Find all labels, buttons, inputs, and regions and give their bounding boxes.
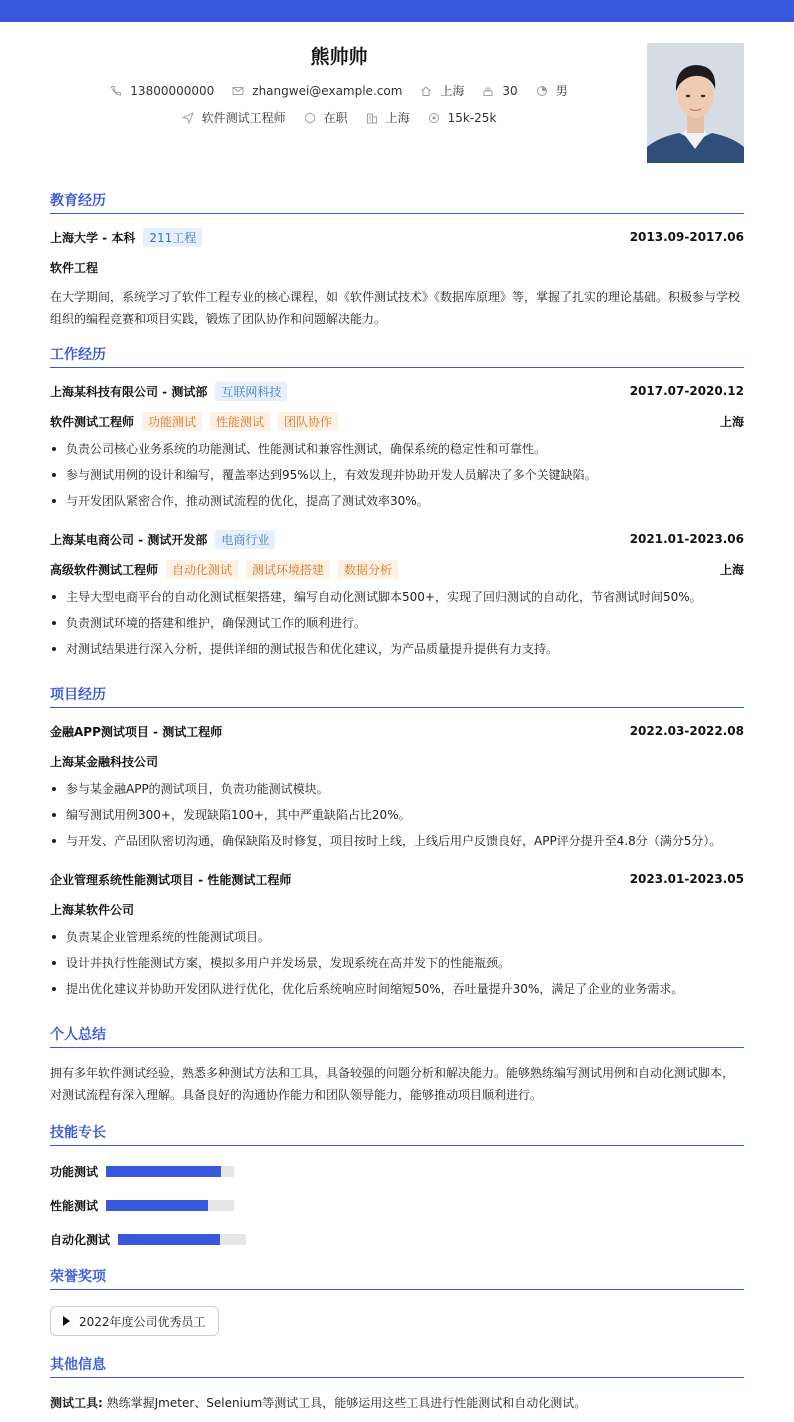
candidate-name: 熊帅帅 (310, 46, 368, 68)
school-tag: 211工程 (143, 228, 202, 247)
school-name: 上海大学 - 本科 (50, 230, 136, 245)
work-bullets (50, 584, 744, 662)
work-period: 2021.01-2023.06 (629, 532, 744, 546)
summary-section (50, 1026, 744, 1106)
home-icon (420, 85, 432, 97)
list-item: 负责某企业管理系统的性能测试项目。 (50, 924, 744, 950)
target-role-item (182, 109, 286, 126)
list-item: 参与测试用例的设计和编写，覆盖率达到95%以上，有效发现并协助开发人员解决了多个关键缺陷。 (50, 462, 744, 488)
section-title-education: 教育经历 (50, 192, 744, 214)
list-item: 负责公司核心业务系统的功能测试、性能测试和兼容性测试，确保系统的稳定性和可靠性。 (50, 436, 744, 462)
section-title-projects: 项目经历 (50, 686, 744, 708)
skill-tag: 性能测试 (210, 412, 270, 431)
list-item: 与开发团队紧密合作，推动测试流程的优化，提高了测试效率30%。 (50, 488, 744, 514)
salary-item (428, 111, 497, 125)
skill-tag: 自动化测试 (166, 560, 238, 579)
major-name: 软件工程 (50, 260, 99, 275)
other-label: 测试工具: (50, 1396, 103, 1410)
list-item: 编写测试用例300+，发现缺陷100+，其中严重缺陷占比20%。 (50, 802, 744, 828)
project-company-row (50, 894, 744, 924)
industry-tag: 互联网科技 (215, 382, 287, 401)
skill-level-bar (118, 1234, 246, 1245)
section-title-other: 其他信息 (50, 1356, 744, 1378)
work-entry (50, 524, 744, 662)
status-item (304, 109, 348, 126)
section-title-summary: 个人总结 (50, 1026, 744, 1048)
project-bullets (50, 924, 744, 1002)
skill-level-bar (106, 1200, 234, 1211)
phone-text: 13800000000 (130, 83, 215, 98)
project-header-row (50, 864, 744, 894)
target-city-item (366, 109, 410, 126)
project-company: 上海某软件公司 (50, 902, 135, 917)
skill-name: 自动化测试 (50, 1232, 111, 1247)
section-title-awards: 荣誉奖项 (50, 1268, 744, 1290)
section-title-skills: 技能专长 (50, 1124, 744, 1146)
skill-tag: 数据分析 (338, 560, 398, 579)
project-company-row (50, 746, 744, 776)
hexagon-icon (304, 112, 316, 124)
send-icon (182, 112, 194, 124)
top-accent-bar (0, 0, 794, 22)
job-title-row (50, 406, 744, 436)
project-company: 上海某金融科技公司 (50, 754, 159, 769)
project-name: 企业管理系统性能测试项目 - 性能测试工程师 (50, 872, 292, 887)
status-text: 在职 (323, 111, 348, 125)
skill-name: 功能测试 (50, 1164, 99, 1179)
gender-text: 男 (555, 84, 568, 98)
list-item: 负责测试环境的搭建和维护，确保测试工作的顺利进行。 (50, 610, 744, 636)
portrait-image (647, 43, 744, 163)
work-location: 上海 (719, 414, 744, 429)
education-period: 2013.09-2017.06 (629, 230, 744, 244)
list-item: 参与某金融APP的测试项目，负责功能测试模块。 (50, 776, 744, 802)
skills-list (50, 1154, 744, 1256)
other-info (50, 1392, 744, 1414)
age-item (482, 84, 517, 98)
job-intent-row (50, 109, 628, 126)
skill-item (50, 1222, 403, 1256)
education-header-row (50, 222, 744, 252)
awards-section (50, 1268, 744, 1336)
list-item: 设计并执行性能测试方案，模拟多用户并发场景，发现系统在高并发下的性能瓶颈。 (50, 950, 744, 976)
work-section (50, 346, 744, 662)
skill-item (50, 1154, 403, 1188)
coin-icon (428, 112, 440, 124)
email-item (232, 84, 402, 98)
building-icon (366, 112, 378, 124)
skill-level-fill (118, 1234, 220, 1245)
award-item[interactable] (50, 1306, 219, 1336)
industry-tag: 电商行业 (215, 530, 275, 549)
play-icon (63, 1316, 70, 1326)
list-item: 对测试结果进行深入分析，提供详细的测试报告和优化建议，为产品质量提升提供有力支持。 (50, 636, 744, 662)
gender-icon (536, 85, 548, 97)
salary-text: 15k-25k (447, 110, 497, 125)
education-description: 在大学期间，系统学习了软件工程专业的核心课程，如《软件测试技术》《数据库原理》等，掌握了扎实的理论基础。积极参与学校组织的编程竞赛和项目实践，锻炼了团队协作和问题解决能力。 (50, 290, 741, 326)
resume-header (50, 22, 744, 172)
skill-level-fill (106, 1166, 221, 1177)
major-row (50, 252, 744, 282)
project-name: 金融APP测试项目 - 测试工程师 (50, 724, 223, 739)
list-item: 与开发、产品团队密切沟通，确保缺陷及时修复，项目按时上线，上线后用户反馈良好，APP评分提升至4.8分（满分5分）。 (50, 828, 744, 854)
work-header-row (50, 376, 744, 406)
projects-section (50, 686, 744, 1002)
skill-tag: 测试环境搭建 (246, 560, 330, 579)
summary-text: 拥有多年软件测试经验，熟悉多种测试方法和工具，具备较强的问题分析和解决能力。能够熟练编写测试用例和自动化测试脚本，对测试流程有深入理解。具备良好的沟通协作能力和团队领导能力，能够推动项目顺利进行。 (50, 1066, 735, 1102)
list-item: 提出优化建议并协助开发团队进行优化，优化后系统响应时间缩短50%，吞吐量提升30%，满足了企业的业务需求。 (50, 976, 744, 1002)
skill-tag: 团队协作 (278, 412, 338, 431)
job-title: 高级软件测试工程师 (50, 562, 159, 577)
project-header-row (50, 716, 744, 746)
education-section (50, 192, 744, 330)
phone-icon (110, 85, 122, 97)
company-name: 上海某科技有限公司 - 测试部 (50, 384, 208, 399)
company-name: 上海某电商公司 - 测试开发部 (50, 532, 208, 547)
contact-row (50, 82, 628, 99)
award-text: 2022年度公司优秀员工 (79, 1314, 206, 1329)
project-period: 2023.01-2023.05 (629, 872, 744, 886)
profile-photo (647, 43, 744, 163)
job-title: 软件测试工程师 (50, 414, 135, 429)
work-bullets (50, 436, 744, 514)
age-text: 30 (502, 83, 518, 98)
mail-icon (232, 85, 244, 97)
city-item (420, 82, 464, 99)
project-period: 2022.03-2022.08 (629, 724, 744, 738)
skill-level-bar (106, 1166, 234, 1177)
work-entry (50, 376, 744, 514)
job-title-row (50, 554, 744, 584)
other-section (50, 1356, 744, 1414)
project-bullets (50, 776, 744, 854)
phone-item (110, 84, 214, 98)
skills-section (50, 1124, 744, 1256)
gender-item (536, 82, 568, 99)
cake-icon (482, 85, 494, 97)
resume-page (50, 22, 744, 1414)
email-text: zhangwei@example.com (252, 83, 403, 98)
project-entry (50, 716, 744, 854)
project-entry (50, 864, 744, 1002)
skill-tag: 功能测试 (142, 412, 202, 431)
other-text: 熟练掌握Jmeter、Selenium等测试工具，能够运用这些工具进行性能测试和自动化测试。 (106, 1396, 587, 1410)
skill-name: 性能测试 (50, 1198, 99, 1213)
work-location: 上海 (719, 562, 744, 577)
list-item: 主导大型电商平台的自动化测试框架搭建，编写自动化测试脚本500+，实现了回归测试的自动化，节省测试时间50%。 (50, 584, 744, 610)
section-title-work: 工作经历 (50, 346, 744, 368)
skill-item (50, 1188, 403, 1222)
work-header-row (50, 524, 744, 554)
skill-level-fill (106, 1200, 208, 1211)
work-period: 2017.07-2020.12 (629, 384, 744, 398)
target-city-text: 上海 (385, 111, 410, 125)
city-text: 上海 (440, 84, 465, 98)
target-role-text: 软件测试工程师 (201, 111, 286, 125)
